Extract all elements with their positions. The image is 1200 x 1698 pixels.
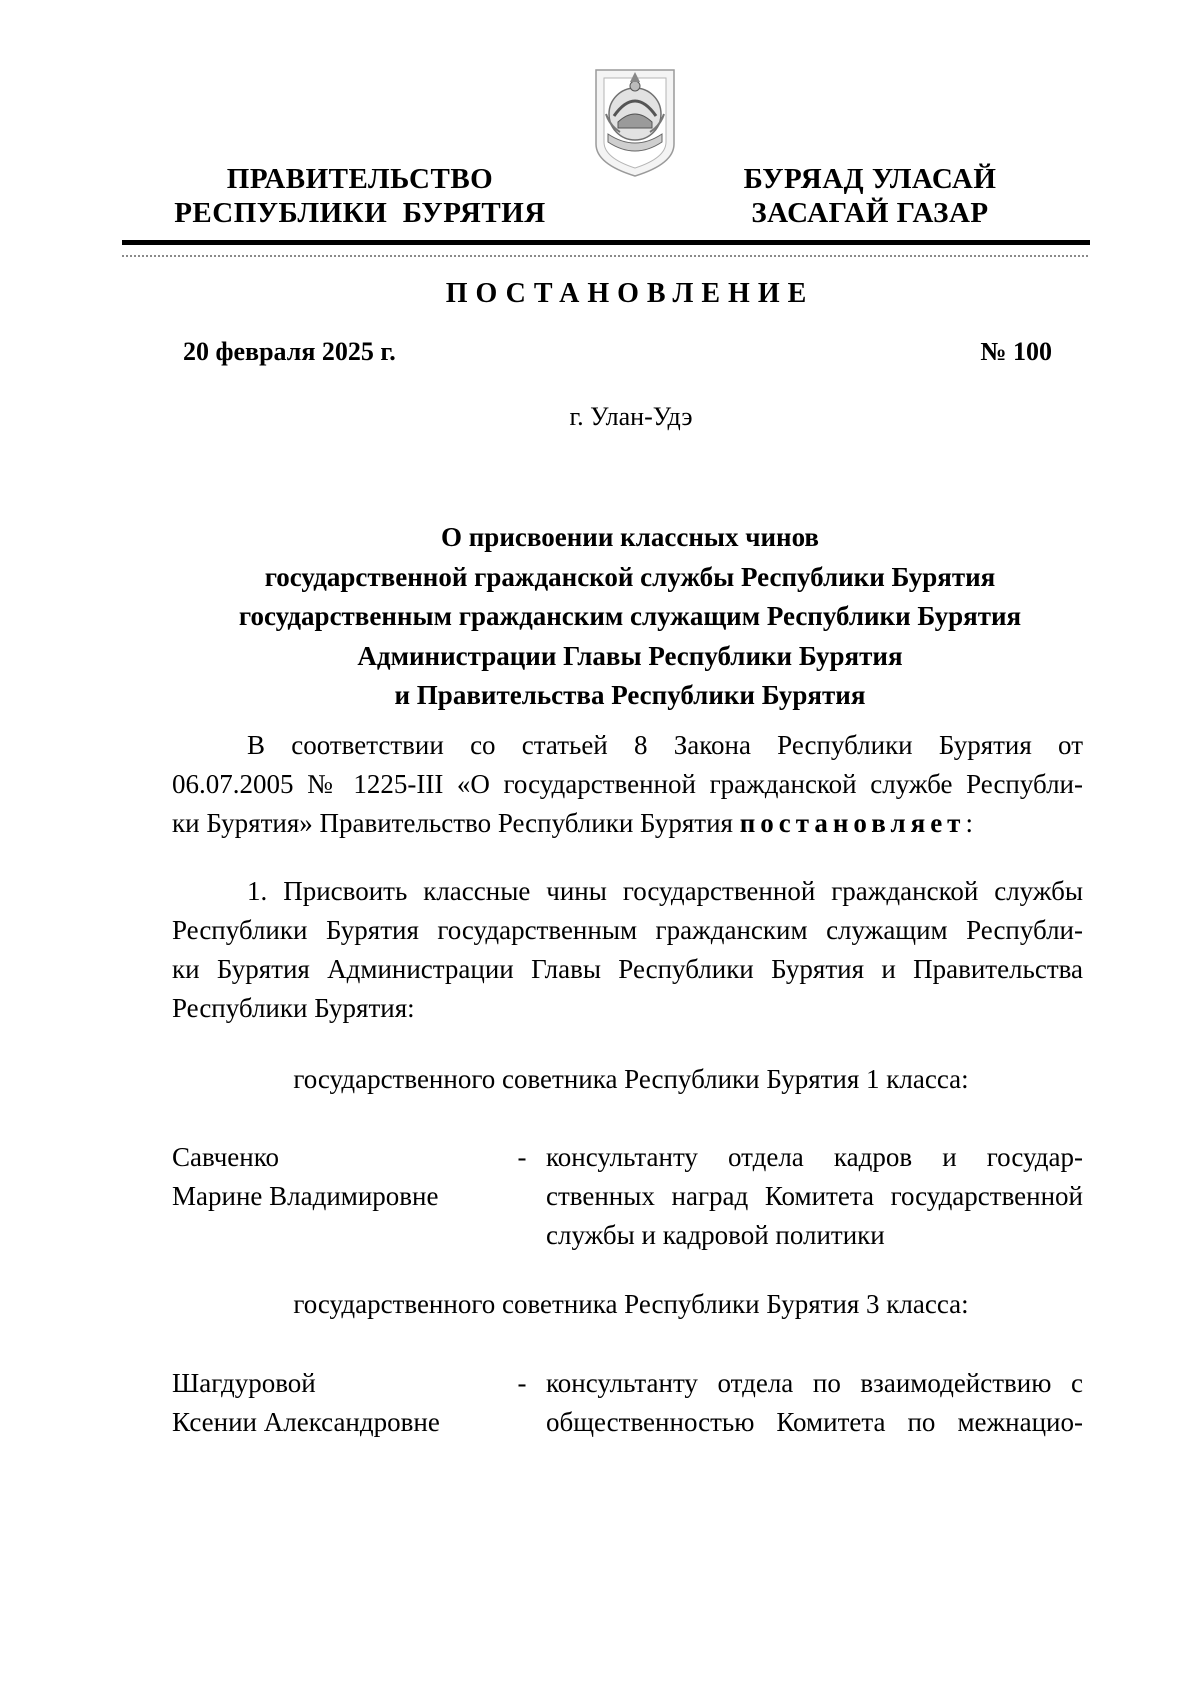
appointee-entry: [172, 1138, 1083, 1258]
appointee-position: консультанту отдела кадров и государ- ственных наград Комитета государственной службы и кадровой политики: [546, 1142, 1083, 1250]
document-city: г. Улан-Удэ: [569, 402, 693, 431]
rank-heading: государственного советника Республики Бурятия 1 класса:: [293, 1064, 969, 1094]
appointee-entry: [172, 1364, 1083, 1444]
entry-dash: -: [517, 1368, 527, 1398]
appointee-position: консультанту отдела по взаимодействию с общественностью Комитета по межнацио-: [546, 1368, 1083, 1437]
coat-of-arms-emblem: [590, 56, 680, 180]
document-date: 20 февраля 2025 г.: [183, 337, 396, 366]
preamble-paragraph: В соответствии со статьей 8 Закона Республики Бурятия от 06.07.2005 № 1225-III «О государственной гражданской службе Республи- ки Бурятия» Правительство Республики Бурятия постановляет:: [172, 730, 1083, 838]
org-name-buryat: БУРЯАД УЛАСАЙ ЗАСАГАЙ ГАЗАР: [743, 163, 997, 229]
header-rule-thick: [122, 240, 1090, 245]
org-name-russian: ПРАВИТЕЛЬСТВО РЕСПУБЛИКИ БУРЯТИЯ: [174, 163, 546, 229]
document-number: № 100: [980, 337, 1052, 366]
document-type: ПОСТАНОВЛЕНИЕ: [445, 278, 815, 309]
appointee-name: Савченко Марине Владимировне: [172, 1142, 439, 1211]
decree-keyword: постановляет: [739, 808, 966, 838]
entry-dash: -: [517, 1142, 527, 1172]
document-title: О присвоении классных чинов государственной гражданской службы Республики Бурятия государственным гражданским служащим Республики Бурятия Администрации Главы Республики Бурятия и Правительства Республики Бурятия: [238, 522, 1022, 710]
header-rule-thin: [122, 255, 1090, 257]
item-1-paragraph: 1. Присвоить классные чины государственной гражданской службы Республики Бурятия государственным гражданским служащим Республи- ки Бурятия Администрации Главы Республики Бурятия и Правительства Республики Бурятия:: [172, 876, 1083, 1023]
appointee-name: Шагдуровой Ксении Александровне: [172, 1368, 440, 1437]
rank-heading: государственного советника Республики Бурятия 3 класса:: [293, 1289, 969, 1319]
